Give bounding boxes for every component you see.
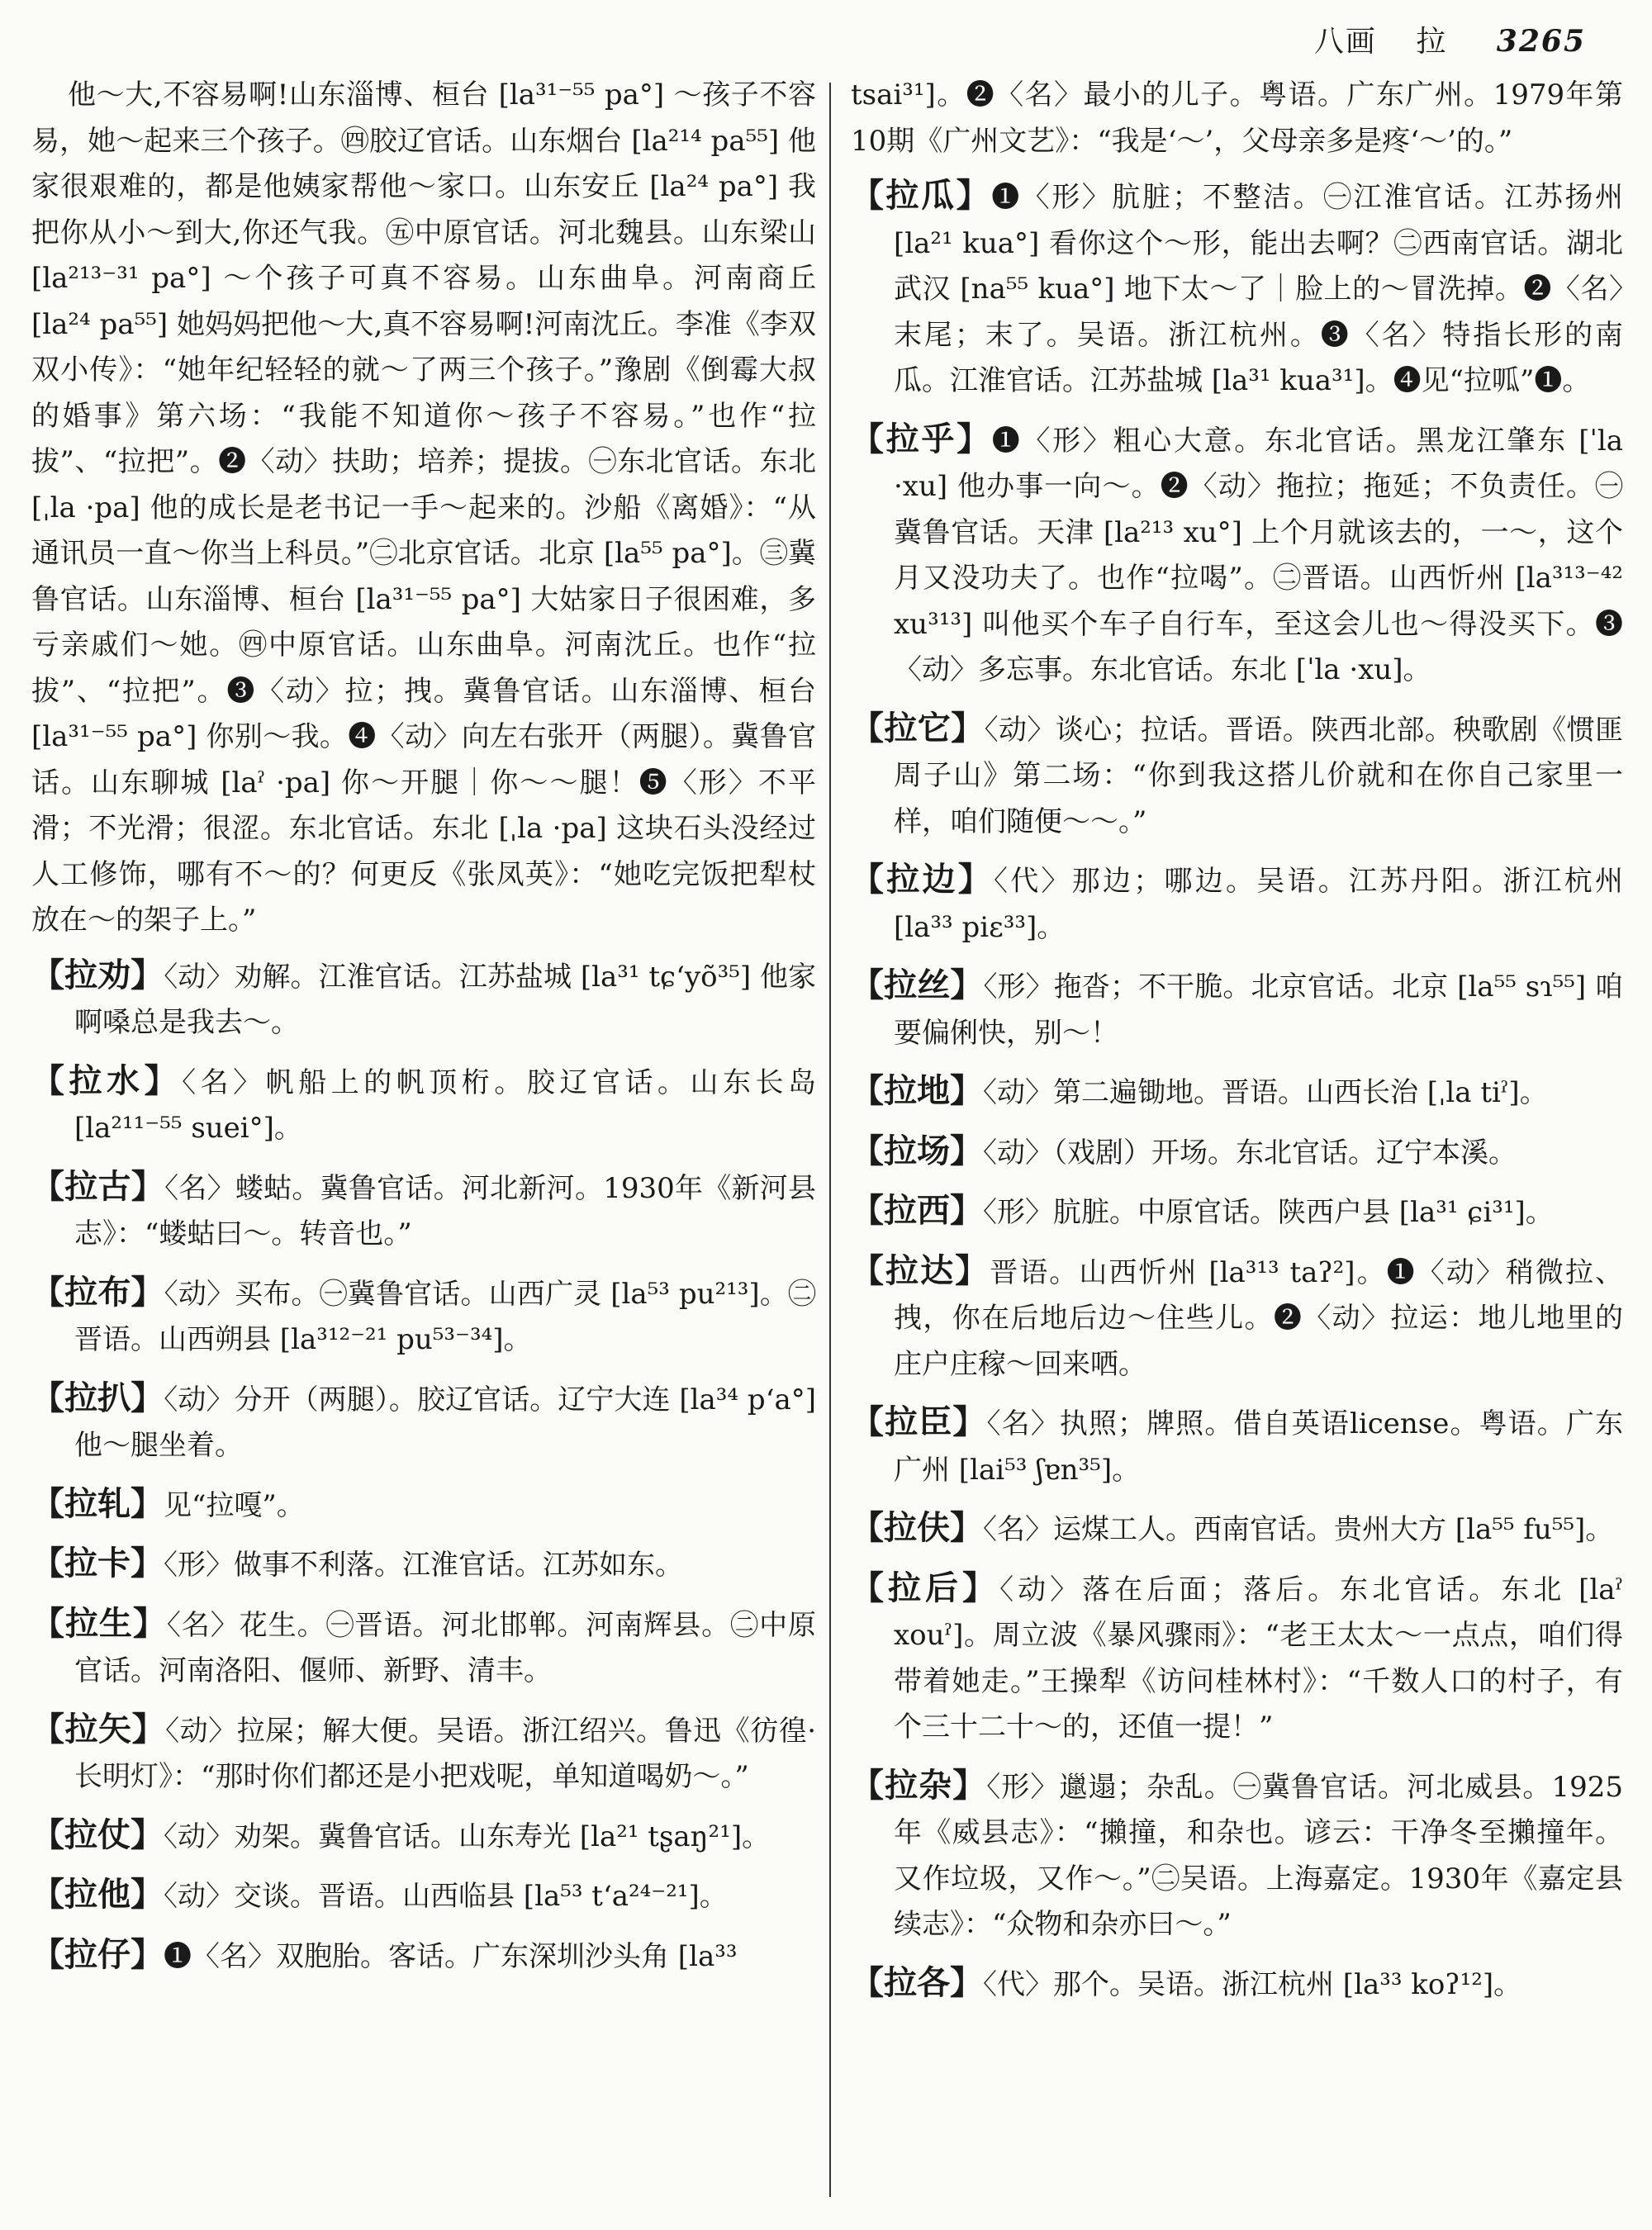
continued-text: 他～大,不容易啊!山东淄博、桓台 [la³¹⁻⁵⁵ pa°] ～孩子不容易，她～起来三个孩子。㊃胶辽官话。山东烟台 [la²¹⁴ pa⁵⁵] 他家很艰难的，都是他姨家帮他～家口。山东安丘 [la²⁴ pa°] 我把你从小～到大,你还气我。㊄中原官话。河北魏县。山东梁山 [la²¹³⁻³¹ pa°] ～个孩子可真不容易。山东曲阜。河南商丘 [la²⁴ pa⁵⁵] 她妈妈把他～大,真不容易啊!河南沈丘。李准《李双双小传》：“她年纪轻轻的就～了两三个孩子。”豫剧《倒霉大叔的婚事》第六场：“我能不知道你～孩子不容易。”也作“拉拔”、“拉把”。❷〈动〉扶助；培养；提拔。㊀东北官话。东北 [ˌla ·pa] 他的成长是老书记一手～起来的。沙船《离婚》：“从通讯员一直～你当上科员。”㊁北京官话。北京 [la⁵⁵ pa°]。㊂冀鲁官话。山东淄博、桓台 [la³¹⁻⁵⁵ pa°] 大姑家日子很困难，多亏亲戚们～她。㊃中原官话。山东曲阜。河南沈丘。也作“拉拔”、“拉把”。❸〈动〉拉；拽。冀鲁官话。山东淄博、桓台 [la³¹⁻⁵⁵ pa°] 你别～我。❹〈动〉向左右张开（两腿）。冀鲁官话。山东聊城 [laˀ ·pa] 你～开腿｜你～～腿！❺〈形〉不平滑；不光滑；很涩。东北官话。东北 [ˌla ·pa] 这块石头没经过人工修饰，哪有不～的？何更反《张凤英》：“她吃完饭把犁杖放在～的架子上。”	[31, 78, 816, 937]
entry-definition: 〈动〉落在后面；落后。东北官话。东北 [laˀ xouˀ]。周立波《暴风骤雨》：“老王太太～一点点，咱们得带着她走。”王操犁《访问桂林村》：“千数人口的村子，有个三十二十～的，还值一提！”	[894, 1573, 1624, 1744]
entry-definition: 〈动〉分开（两腿）。胶辽官话。辽宁大连 [la³⁴ pʻa°] 他～腿坐着。	[74, 1383, 817, 1462]
entry-definition: 〈形〉肮脏。中原官话。陕西户县 [la³¹ ɕi³¹]。	[983, 1196, 1554, 1229]
entry-headword: 【拉矢】	[31, 1709, 166, 1748]
dict-entry	[851, 1960, 1623, 2009]
entry-definition: 〈动〉劝架。冀鲁官话。山东寿光 [la²¹ tʂaŋ²¹]。	[164, 1820, 771, 1853]
entry-definition: 见“拉嘎”。	[164, 1488, 305, 1522]
dict-entry	[31, 1540, 816, 1589]
entry-headword: 【拉布】	[31, 1272, 164, 1312]
dict-entry	[851, 962, 1623, 1056]
entry-headword: 【拉卡】	[31, 1544, 164, 1582]
entry-definition: 〈名〉蝼蛄。冀鲁官话。河北新河。1930年《新河县志》：“蝼蛄曰～。转音也。”	[74, 1171, 817, 1250]
entry-headword: 【拉丝】	[851, 966, 984, 1004]
entry-headword: 【拉古】	[31, 1166, 165, 1206]
entry-headword: 【拉轧】	[31, 1483, 164, 1523]
entry-headword: 【拉生】	[31, 1603, 167, 1643]
dict-entry	[31, 1706, 816, 1801]
dict-entry	[31, 1812, 816, 1861]
entry-definition: 〈名〉帆船上的帆顶桁。胶辽官话。山东长岛 [la²¹¹⁻⁵⁵ suei°]。	[74, 1065, 817, 1145]
index-character: 拉	[1416, 25, 1448, 59]
entry-headword: 【拉边】	[851, 860, 994, 899]
section-label: 八画	[1313, 25, 1377, 59]
dict-entry	[851, 1565, 1623, 1751]
dict-entry	[851, 1068, 1623, 1117]
dict-entry	[851, 1399, 1623, 1493]
entry-definition: ❶〈形〉肮脏；不整洁。㊀江淮官话。江苏扬州 [la²¹ kua°] 看你这个～形，能出去啊？㊁西南官话。湖北武汉 [na⁵⁵ kua°] 地下太～了｜脸上的～冒洗掉。❷〈名〉末尾；末了。吴语。浙江杭州。❸〈名〉特指长形的南瓜。江淮官话。江苏盐城 [la³¹ kua³¹]。❹见“拉呱”❶。	[894, 181, 1624, 397]
entry-headword: 【拉扒】	[31, 1378, 164, 1417]
entry-headword: 【拉仔】	[31, 1934, 164, 1974]
entry-definition: 〈动〉买布。㊀冀鲁官话。山西广灵 [la⁵³ pu²¹³]。㊁晋语。山西朔县 [la³¹²⁻²¹ pu⁵³⁻³⁴]。	[74, 1277, 817, 1356]
entry-definition: 〈形〉拖沓；不干脆。北京官话。北京 [la⁵⁵ sɿ⁵⁵] 咱要偏俐快，别～！	[894, 970, 1624, 1050]
entry-definition: 〈名〉运煤工人。西南官话。贵州大方 [la⁵⁵ fu⁵⁵]。	[983, 1513, 1614, 1546]
dict-entry	[851, 1505, 1623, 1554]
entry-headword: 【拉仗】	[31, 1815, 164, 1854]
entry-headword: 【拉西】	[851, 1191, 983, 1230]
dict-entry	[851, 173, 1623, 405]
continued-entry	[851, 73, 1623, 164]
left-column	[31, 73, 816, 1991]
entry-definition: ❶〈形〉粗心大意。东北官话。黑龙江肇东 [ˈla ·xu] 他办事一向～。❷〈动〉拖拉；拖延；不负责任。㊀冀鲁官话。天津 [la²¹³ xu°] 上个月就该去的，一～，这个月又没功夫了。也作“拉喝”。㊁晋语。山西忻州 [la³¹³⁻⁴² xu³¹³] 叫他买个车子自行车，至这会儿也～得没买下。❸〈动〉多忘事。东北官话。东北 [ˈla ·xu]。	[894, 424, 1624, 686]
entry-headword: 【拉地】	[851, 1071, 983, 1110]
entry-definition: 〈动〉第二遍锄地。晋语。山西长治 [ˌla tiˀ]。	[983, 1076, 1548, 1109]
entry-definition: 〈动〉交谈。晋语。山西临县 [la⁵³ tʻa²⁴⁻²¹]。	[164, 1880, 728, 1913]
entry-definition: 〈代〉那个。吴语。浙江杭州 [la³³ koʔ¹²]。	[983, 1967, 1522, 2001]
dict-entry	[31, 1058, 816, 1152]
dict-entry	[31, 1932, 816, 1981]
entry-headword: 【拉后】	[851, 1568, 1000, 1607]
entry-headword: 【拉伕】	[851, 1508, 983, 1547]
column-divider	[829, 83, 831, 2197]
entry-headword: 【拉瓜】	[851, 176, 992, 215]
dict-entry	[31, 1601, 816, 1695]
entry-definition: 〈动〉劝解。江淮官话。江苏盐城 [la³¹ tɕʻyõ³⁵] 他家啊嗓总是我去～。	[74, 960, 817, 1039]
dict-entry	[851, 416, 1623, 694]
entry-headword: 【拉场】	[851, 1131, 983, 1170]
entry-headword: 【拉各】	[851, 1962, 983, 2002]
entry-definition: 〈形〉做事不利落。江淮官话。江苏如东。	[164, 1549, 683, 1582]
dict-entry	[31, 1375, 816, 1469]
dict-entry	[851, 1188, 1623, 1236]
entry-definition: 〈名〉执照；牌照。借自英语license。粤语。广东广州 [lai⁵³ ʃɐn³⁵]。	[894, 1407, 1624, 1487]
dict-entry	[31, 1269, 816, 1364]
entry-headword: 【拉达】	[851, 1250, 990, 1290]
entry-definition: 〈形〉邋遢；杂乱。㊀冀鲁官话。河北威县。1925年《威县志》：“攋撞，和杂也。谚云：干净冬至攋撞年。又作垃圾，又作～。”㊁吴语。上海嘉定。1930年《嘉定县续志》：“众物和杂亦曰～。”	[894, 1770, 1623, 1941]
entry-headword: 【拉乎】	[851, 419, 992, 458]
dict-entry	[31, 1872, 816, 1920]
entry-headword: 【拉杂】	[851, 1765, 987, 1805]
continued-text: tsai³¹]。❷〈名〉最小的儿子。粤语。广东广州。1979年第10期《广州文艺》：“我是‘～’，父母亲多是疼‘～’的。”	[851, 78, 1623, 158]
running-head	[1314, 18, 1586, 60]
entry-headword: 【拉劝】	[31, 955, 164, 994]
entry-headword: 【拉他】	[31, 1875, 164, 1914]
entry-headword: 【拉水】	[31, 1060, 183, 1100]
entry-definition: 〈代〉那边；哪边。吴语。江苏丹阳。浙江杭州 [la³³ piɛ³³]。	[894, 865, 1623, 944]
dict-entry	[851, 1128, 1623, 1177]
dict-entry	[851, 705, 1623, 846]
continued-entry	[31, 73, 816, 944]
entry-definition: ❶〈名〉双胞胎。客话。广东深圳沙头角 [la³³	[164, 1939, 738, 1973]
dict-entry	[851, 856, 1623, 951]
page-number: 3265	[1496, 24, 1586, 59]
entry-definition: 〈动〉（戏剧）开场。东北官话。辽宁本溪。	[983, 1136, 1517, 1170]
dict-entry	[851, 1248, 1623, 1388]
right-column	[851, 73, 1623, 2019]
entry-definition: 〈动〉谈心；拉话。晋语。陕西北部。秧歌剧《惯匪周子山》第二场：“你到我这搭儿价就和在你自己家里一样，咱们随便～～。”	[894, 713, 1624, 838]
entry-definition: 晋语。山西忻州 [la³¹³ taʔ²]。❶〈动〉稍微拉、拽，你在后地后边～住些儿。❷〈动〉拉运：地儿地里的庄户庄稼～回来哂。	[894, 1255, 1623, 1381]
dict-entry	[31, 1164, 816, 1258]
dict-entry	[31, 1481, 816, 1530]
entry-definition: 〈动〉拉屎；解大便。吴语。浙江绍兴。鲁迅《彷徨·长明灯》：“那时你们都还是小把戏呢，单知道喝奶～。”	[74, 1714, 817, 1793]
dict-entry	[31, 952, 816, 1046]
entry-headword: 【拉臣】	[851, 1402, 987, 1441]
entry-definition: 〈名〉花生。㊀晋语。河北邯郸。河南辉县。㊁中原官话。河南洛阳、偃师、新野、清丰。	[74, 1608, 817, 1687]
entry-headword: 【拉它】	[851, 708, 985, 747]
dict-entry	[851, 1763, 1623, 1948]
